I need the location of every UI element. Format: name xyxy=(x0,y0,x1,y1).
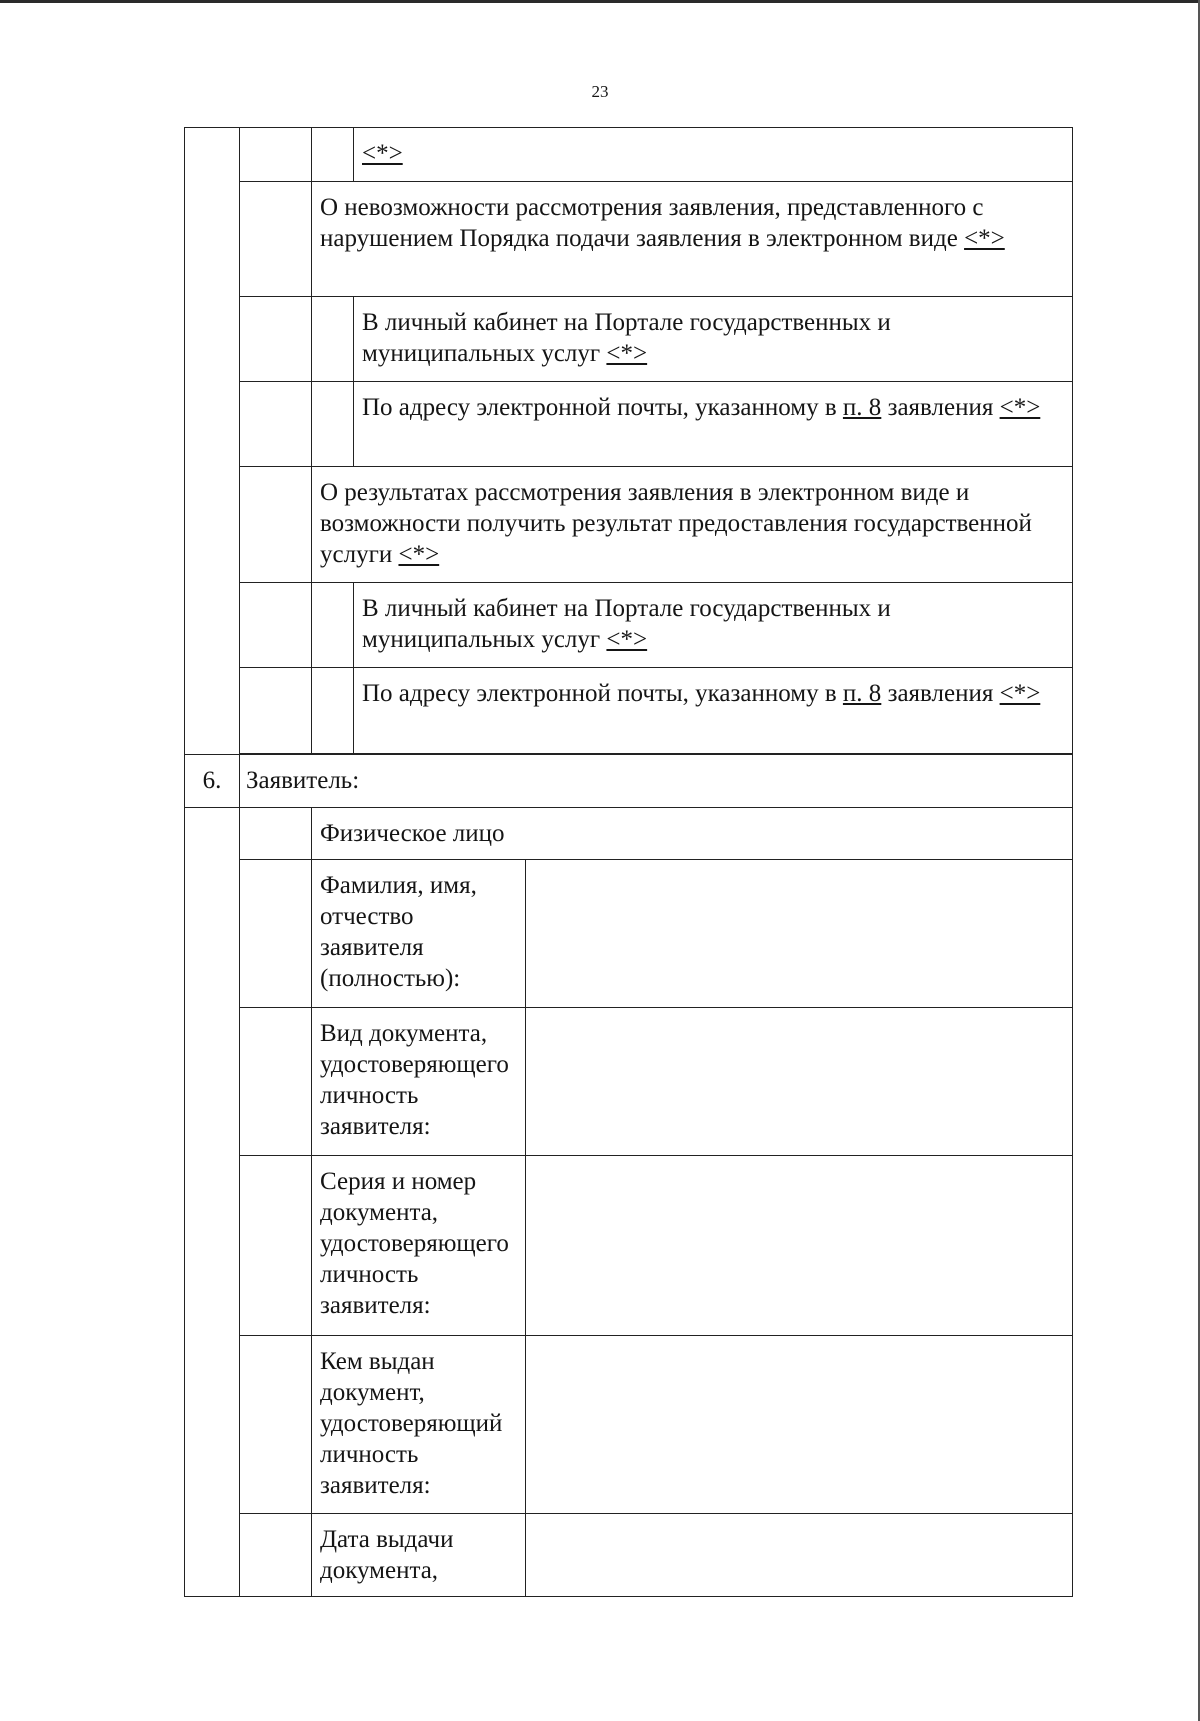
field-label-cell xyxy=(312,1336,526,1514)
refusal-heading-cell xyxy=(312,182,1073,297)
results-heading-cell xyxy=(312,467,1073,583)
clause-link[interactable]: п. 8 xyxy=(842,394,882,421)
field-label: Кем выдан документ, удостоверяющий личность заявителя: xyxy=(320,1348,503,1499)
option-checkbox-cell[interactable] xyxy=(312,297,354,382)
number-cell-empty xyxy=(185,808,240,1597)
indent-cell xyxy=(240,1008,312,1156)
indent-cell xyxy=(240,1514,312,1597)
document-number-field[interactable] xyxy=(526,1156,1073,1336)
full-name-field[interactable] xyxy=(526,860,1073,1008)
field-label: Серия и номер документа, удостоверяющего личность заявителя: xyxy=(320,1168,509,1319)
footnote-link[interactable]: <*> xyxy=(999,680,1041,707)
indent-cell xyxy=(312,128,354,182)
option-cabinet-label: В личный кабинет на Портале государственных и муниципальных услуг xyxy=(362,595,891,653)
option-email-cell xyxy=(354,382,1073,467)
field-label: Вид документа, удостоверяющего личность заявителя: xyxy=(320,1020,509,1140)
field-label-cell xyxy=(312,1008,526,1156)
indent-cell xyxy=(240,1336,312,1514)
footnote-link[interactable]: <*> xyxy=(999,394,1041,421)
field-label-cell xyxy=(312,860,526,1008)
application-form-table xyxy=(184,127,1073,1597)
indent-cell xyxy=(240,583,312,668)
footnote-link[interactable]: <*> xyxy=(606,340,648,367)
option-email-tail: заявления xyxy=(887,394,994,421)
scan-edge xyxy=(0,0,1200,3)
issue-date-field[interactable] xyxy=(526,1514,1073,1597)
note-mark-cell xyxy=(354,128,1073,182)
option-email-label: По адресу электронной почты, указанному в xyxy=(362,394,837,421)
option-cabinet-label: В личный кабинет на Портале государственных и муниципальных услуг xyxy=(362,309,891,367)
field-label-cell xyxy=(312,1156,526,1336)
option-email-cell xyxy=(354,668,1073,754)
option-checkbox-cell[interactable] xyxy=(312,382,354,467)
issued-by-field[interactable] xyxy=(526,1336,1073,1514)
document-type-field[interactable] xyxy=(526,1008,1073,1156)
indent-cell xyxy=(240,297,312,382)
footnote-link[interactable]: <*> xyxy=(964,225,1005,252)
footnote-link[interactable]: <*> xyxy=(362,140,403,167)
indent-cell xyxy=(240,1156,312,1336)
indent-cell xyxy=(240,182,312,297)
field-label-cell xyxy=(312,1514,526,1597)
option-email-label: По адресу электронной почты, указанному в xyxy=(362,680,837,707)
field-label: Фамилия, имя, отчество заявителя (полностью): xyxy=(320,872,477,992)
indent-cell xyxy=(240,467,312,583)
indent-cell xyxy=(240,860,312,1008)
footnote-link[interactable]: <*> xyxy=(606,626,648,653)
clause-link[interactable]: п. 8 xyxy=(842,680,882,707)
applicant-type-label: Физическое лицо xyxy=(320,820,505,847)
results-heading: О результатах рассмотрения заявления в электронном виде и возможности получить результат предоставления государственной услуги xyxy=(320,479,1032,568)
section-title-cell xyxy=(240,755,1073,808)
option-cabinet-cell xyxy=(354,297,1073,382)
section-number: 6. xyxy=(185,755,240,808)
option-checkbox-cell[interactable] xyxy=(240,808,312,860)
footnote-link[interactable]: <*> xyxy=(398,541,440,568)
page-number: 23 xyxy=(591,82,609,101)
refusal-heading: О невозможности рассмотрения заявления, представленного с нарушением Порядка подачи заявления в электронном виде xyxy=(320,194,984,252)
option-cabinet-cell xyxy=(354,583,1073,668)
section-title: Заявитель: xyxy=(246,767,360,794)
subtitle-cell xyxy=(312,808,1073,860)
option-checkbox-cell[interactable] xyxy=(312,583,354,668)
number-cell-empty xyxy=(185,128,240,755)
field-label: Дата выдачи документа, xyxy=(320,1526,454,1584)
option-checkbox-cell[interactable] xyxy=(312,668,354,754)
indent-cell xyxy=(240,128,312,182)
indent-cell xyxy=(240,668,312,754)
option-email-tail: заявления xyxy=(887,680,994,707)
indent-cell xyxy=(240,382,312,467)
